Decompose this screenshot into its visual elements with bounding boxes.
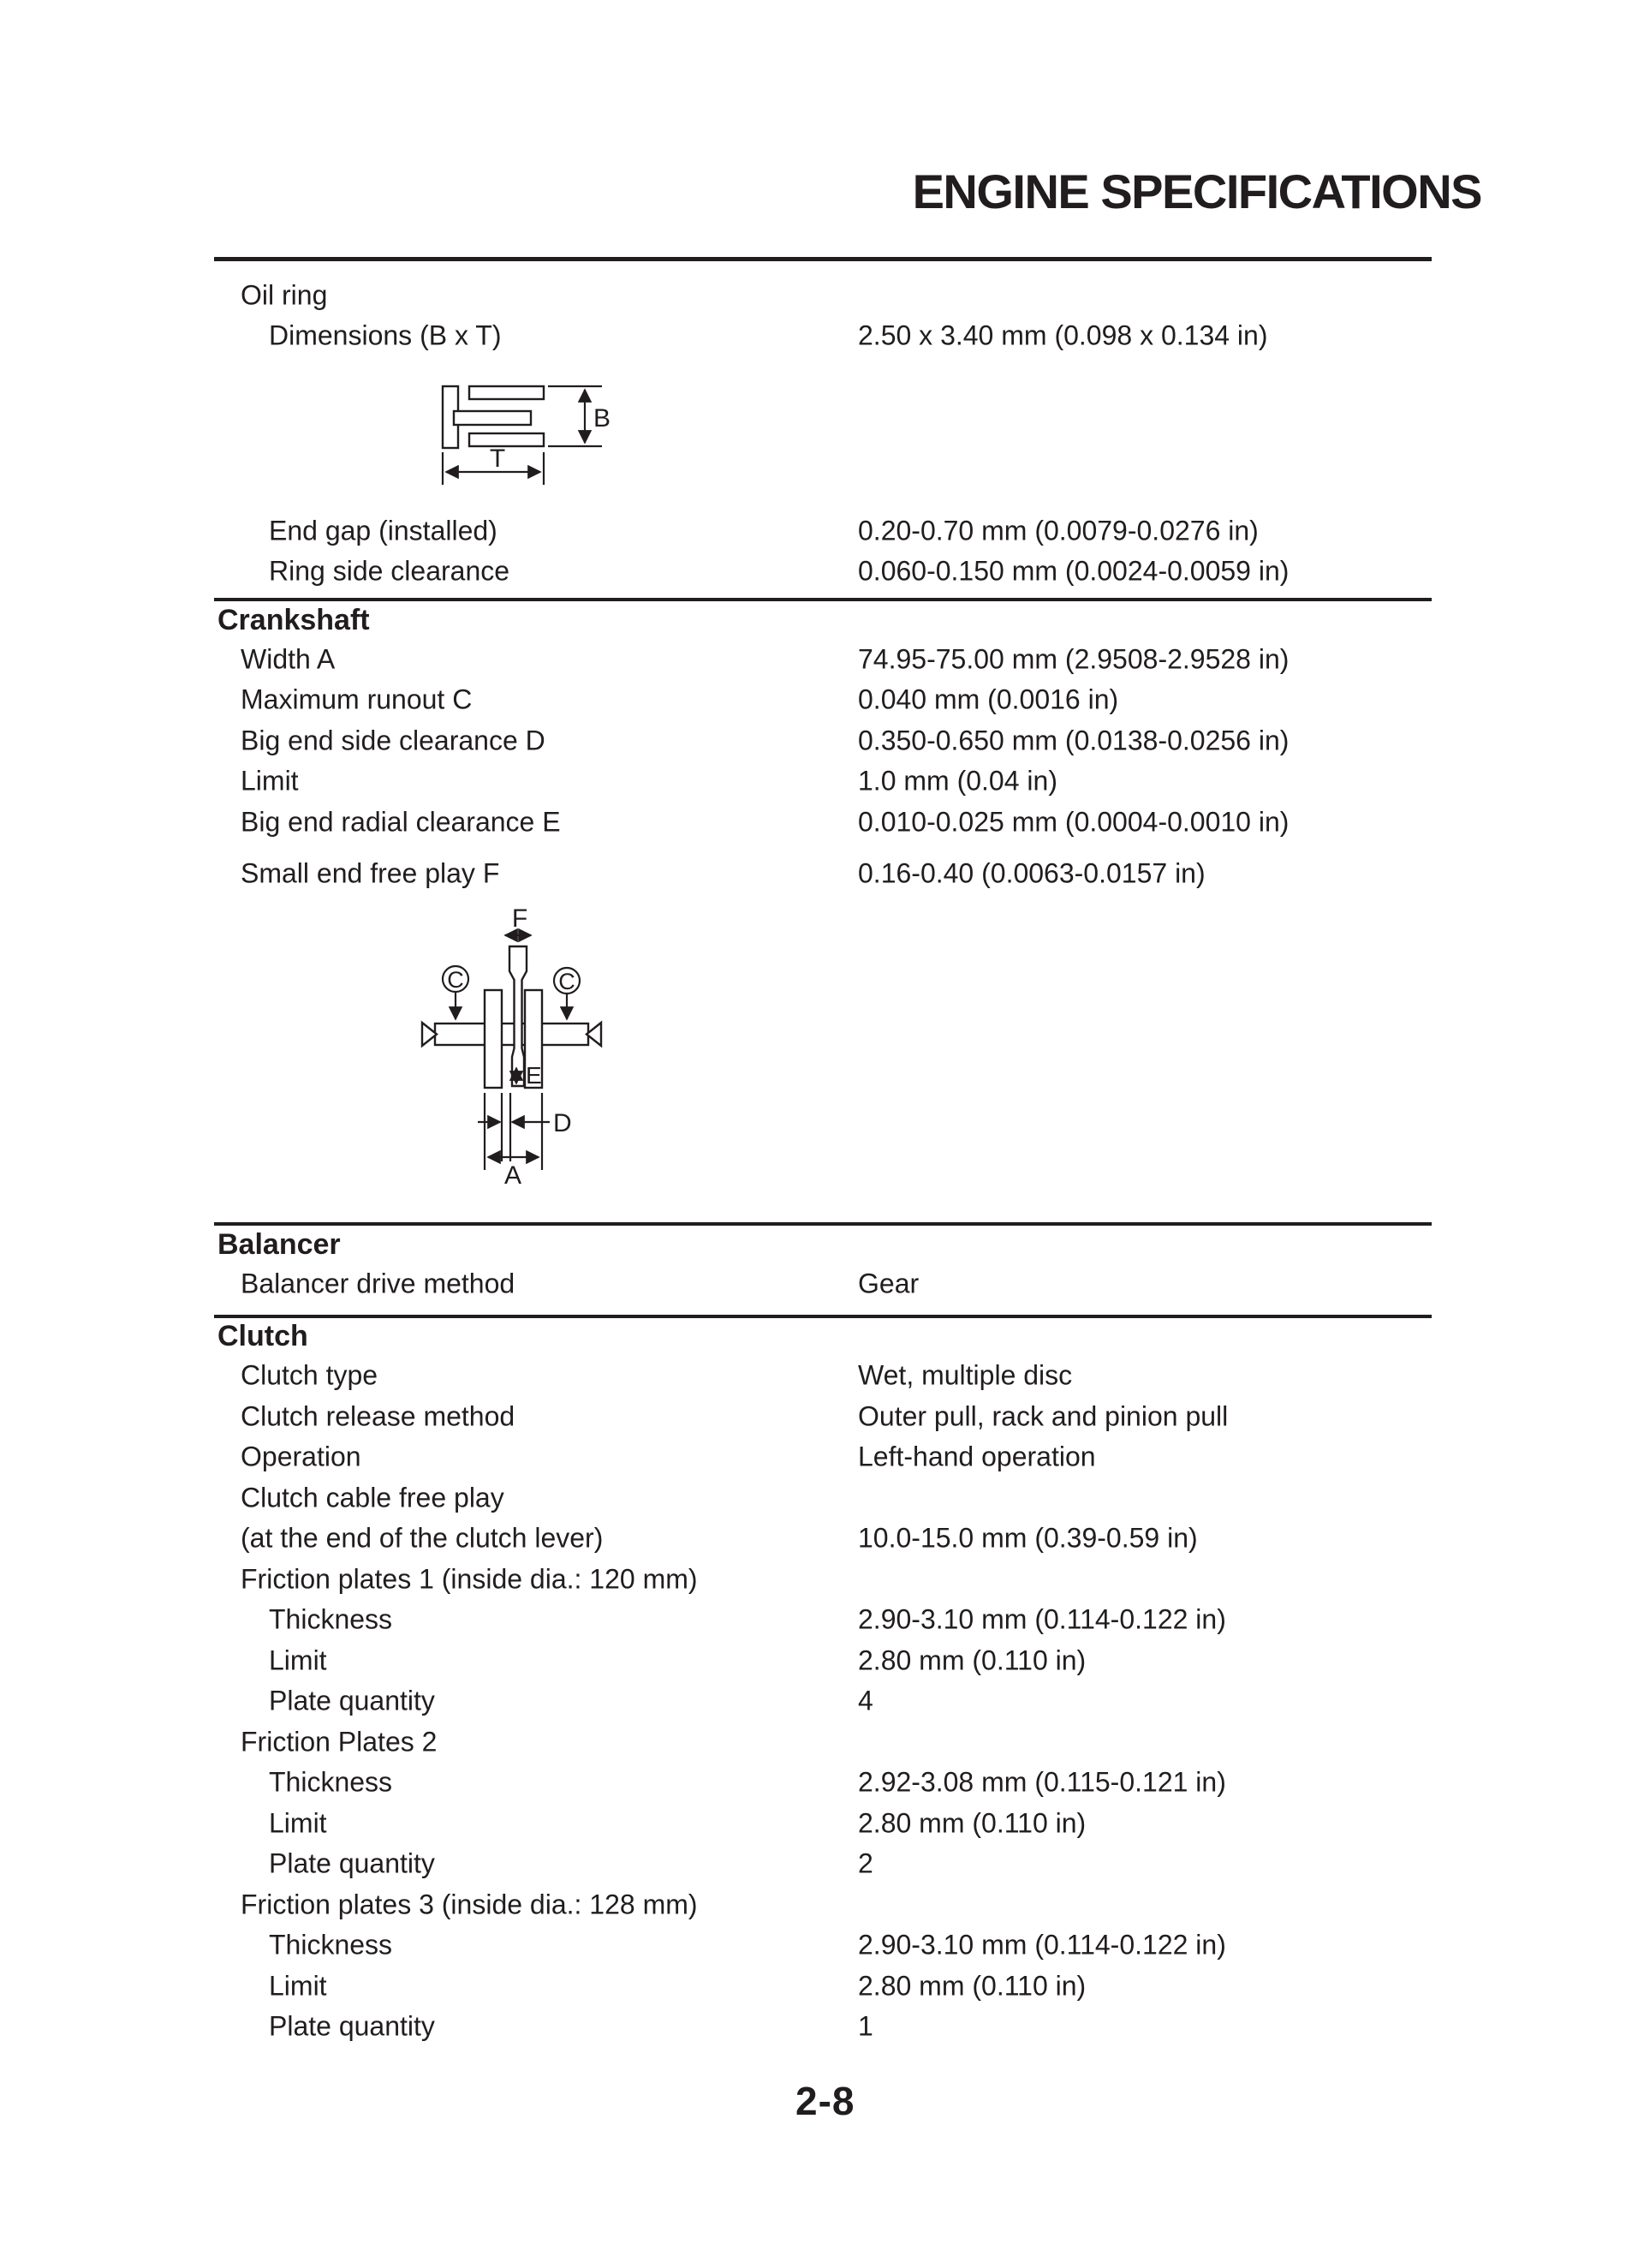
spec-value: 2.50 x 3.40 mm (0.098 x 0.134 in) [858, 319, 1268, 351]
table-row [214, 761, 1432, 803]
spec-label: (at the end of the clutch lever) [241, 1522, 604, 1554]
spec-value: 0.040 mm (0.0016 in) [858, 683, 1119, 715]
spec-value: Outer pull, rack and pinion pull [858, 1400, 1229, 1432]
section-heading-crankshaft: Crankshaft [217, 603, 370, 636]
table-row [214, 1600, 1432, 1641]
dim-label-c-right: C [558, 969, 575, 994]
table-row [214, 1803, 1432, 1844]
dim-label-b: B [593, 404, 611, 433]
table-row [214, 1884, 1432, 1925]
spec-label: Thickness [269, 1603, 393, 1635]
spec-value: 1.0 mm (0.04 in) [858, 765, 1057, 797]
table-row [214, 1925, 1432, 1967]
table-row [214, 1966, 1432, 2007]
table-row [214, 1396, 1432, 1437]
dim-label-e: E [526, 1062, 542, 1089]
spec-value: 10.0-15.0 mm (0.39-0.59 in) [858, 1522, 1198, 1554]
spec-label: Limit [269, 1644, 327, 1676]
table-row [214, 1437, 1432, 1478]
table-row [214, 316, 1432, 357]
spec-value: Wet, multiple disc [858, 1359, 1073, 1391]
spec-label: Limit [241, 765, 299, 797]
table-row [214, 275, 1432, 316]
dim-label-a: A [503, 1161, 522, 1190]
dim-label-c-left: C [447, 967, 464, 993]
table-row [214, 1681, 1432, 1722]
spec-label: Small end free play F [241, 857, 500, 889]
spec-value: 2.92-3.08 mm (0.115-0.121 in) [858, 1766, 1226, 1798]
table-row [214, 1559, 1432, 1600]
table-row [214, 510, 1432, 552]
dim-label-d: D [553, 1109, 572, 1137]
spec-value: 0.20-0.70 mm (0.0079-0.0276 in) [858, 515, 1259, 546]
spec-label: Maximum runout C [241, 683, 473, 715]
crankshaft-diagram [214, 894, 1432, 1190]
spec-value: 1 [858, 2010, 873, 2042]
oil-ring-diagram [214, 356, 1432, 510]
spec-label: Ring side clearance [269, 555, 510, 587]
table-row [214, 802, 1432, 843]
spec-value: 0.16-0.40 (0.0063-0.0157 in) [858, 857, 1206, 889]
crank-shaft-shape [435, 1024, 588, 1045]
dim-label-t: T [489, 445, 506, 473]
spec-value: 2.80 mm (0.110 in) [858, 1807, 1087, 1839]
table-row [214, 639, 1432, 680]
spec-value: 0.010-0.025 mm (0.0004-0.0010 in) [858, 806, 1290, 838]
crank-web-left-shape [485, 990, 502, 1088]
spec-value: 2.90-3.10 mm (0.114-0.122 in) [858, 1603, 1226, 1635]
oil-ring-bottom-rail-shape [469, 433, 544, 446]
spec-label: Plate quantity [269, 1685, 435, 1716]
spec-label: Operation [241, 1441, 361, 1472]
table-row [214, 552, 1432, 593]
spec-label: Thickness [269, 1929, 393, 1961]
table-row [214, 1356, 1432, 1397]
spec-label: Friction Plates 2 [241, 1726, 438, 1758]
oil-ring-expander-shape [454, 411, 531, 425]
spec-value: Left-hand operation [858, 1441, 1096, 1472]
spec-value: 0.350-0.650 mm (0.0138-0.0256 in) [858, 725, 1290, 756]
spec-label: Clutch cable free play [241, 1482, 504, 1513]
spec-label: Thickness [269, 1766, 393, 1798]
spec-label: Oil ring [241, 279, 328, 311]
section-heading-clutch: Clutch [217, 1320, 308, 1352]
spec-label: Clutch type [241, 1359, 378, 1391]
spec-value: 0.060-0.150 mm (0.0024-0.0059 in) [858, 555, 1290, 587]
spec-table [214, 257, 1432, 2047]
spec-label: Balancer drive method [241, 1268, 515, 1299]
page-number: 2-8 [795, 2079, 855, 2123]
section-heading-balancer: Balancer [217, 1227, 341, 1261]
spec-value: 2.80 mm (0.110 in) [858, 1644, 1087, 1676]
table-row [214, 1763, 1432, 1804]
table-row [214, 1519, 1432, 1560]
spec-label: Friction plates 1 (inside dia.: 120 mm) [241, 1563, 698, 1595]
spec-label: Plate quantity [269, 1847, 435, 1879]
table-row [214, 680, 1432, 721]
spec-value: 2 [858, 1847, 873, 1879]
spec-label: Clutch release method [241, 1400, 515, 1432]
table-row [214, 854, 1432, 895]
page-title: ENGINE SPECIFICATIONS [912, 164, 1481, 218]
spec-label: Dimensions (B x T) [269, 319, 502, 351]
spec-value: 74.95-75.00 mm (2.9508-2.9528 in) [858, 643, 1290, 675]
oil-ring-top-rail-shape [469, 386, 544, 399]
dim-label-f: F [511, 904, 528, 933]
table-row [214, 1722, 1432, 1763]
spec-label: Limit [269, 1970, 327, 2002]
spec-label: Big end side clearance D [241, 725, 545, 756]
table-row [214, 1263, 1432, 1304]
spec-label: End gap (installed) [269, 515, 497, 546]
table-row [214, 1640, 1432, 1681]
spec-label: Limit [269, 1807, 327, 1839]
spec-label: Plate quantity [269, 2010, 435, 2042]
spec-label: Width A [241, 643, 336, 675]
table-row [214, 1844, 1432, 1885]
table-row [214, 720, 1432, 761]
spec-value: 2.90-3.10 mm (0.114-0.122 in) [858, 1929, 1226, 1961]
spec-value: Gear [858, 1268, 920, 1299]
spec-value: 2.80 mm (0.110 in) [858, 1970, 1087, 2002]
spec-value: 4 [858, 1685, 873, 1716]
table-row [214, 1477, 1432, 1519]
spec-label: Friction plates 3 (inside dia.: 128 mm) [241, 1889, 698, 1920]
table-row [214, 2007, 1432, 2048]
spec-label: Big end radial clearance E [241, 806, 561, 838]
